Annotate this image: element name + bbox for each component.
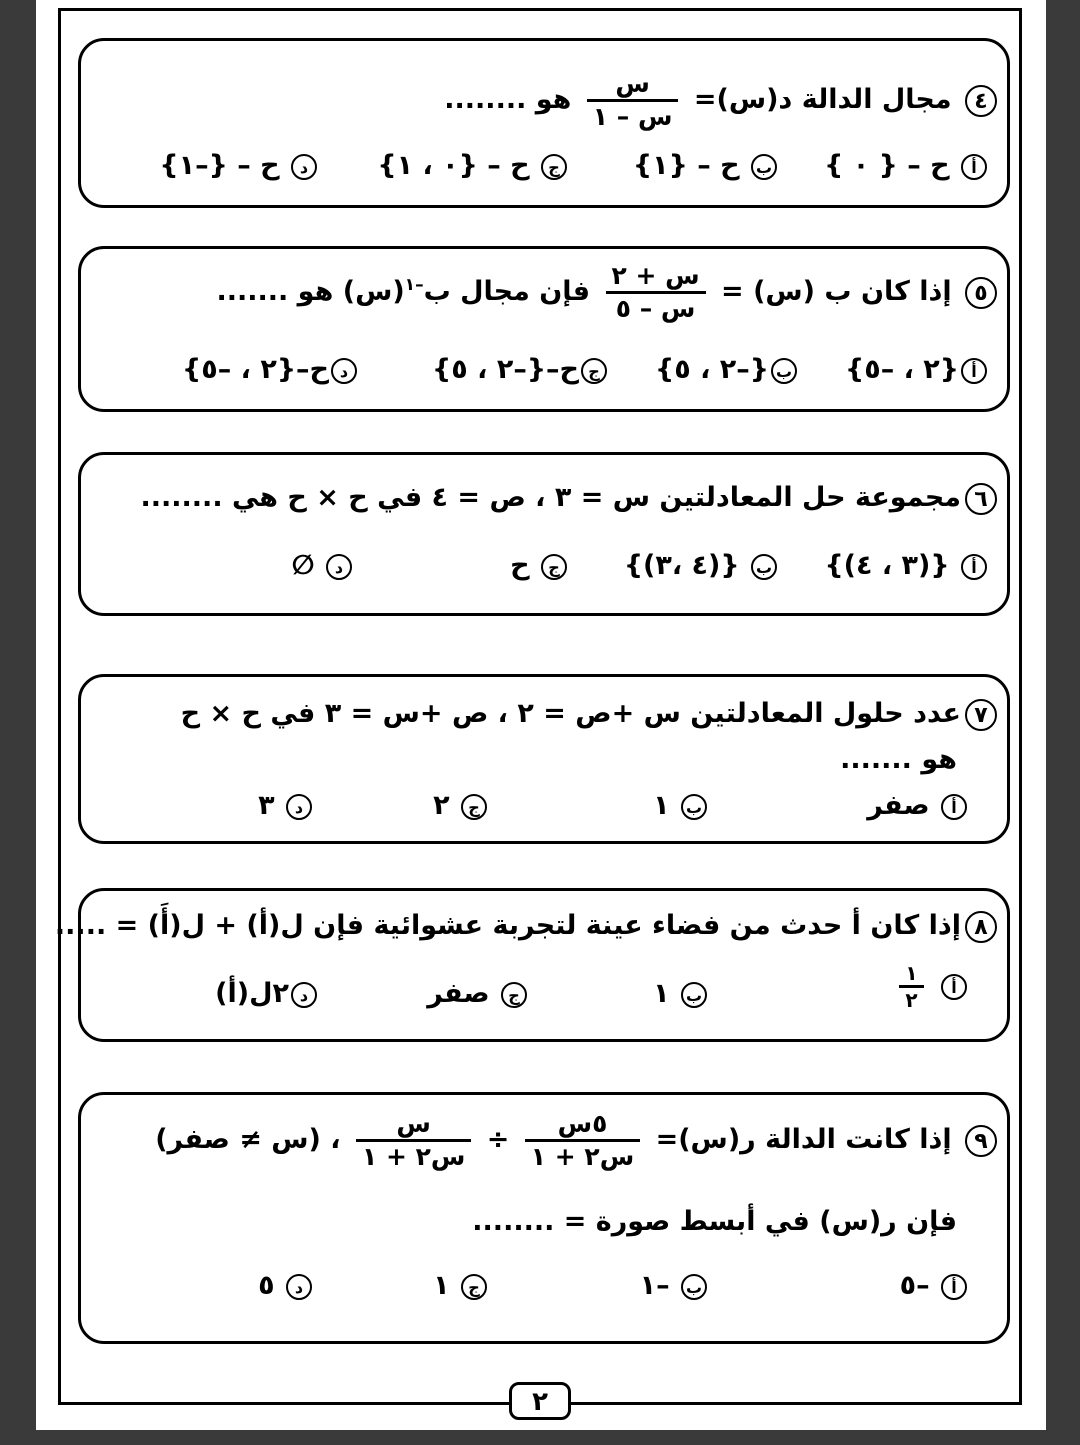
option-b[interactable]: ب ١ xyxy=(653,789,707,823)
option-d[interactable]: د ح – {–١} xyxy=(159,149,317,183)
question-5-stem: ٥ إذا كان ب (س) = $\frac{\text{س + ٢}}{\text{س – ٥}}$ فإن مجال ب$^{-١}$(س) هو ....... xyxy=(216,261,997,324)
question-9-stem-line2: فإن ر(س) في أبسط صورة = ........ xyxy=(472,1206,957,1237)
question-8-box xyxy=(54,888,1010,1042)
option-a[interactable]: أ{٢ ، –٥} xyxy=(845,353,987,387)
question-9-stem-line1: ٩ إذا كانت الدالة ر(س)= $\frac{\text{٥س}}{\text{س٢ + ١}}$ ÷ $\frac{\text{س}}{\text{س٢ + ١}}$ ، (س ≠ صفر) xyxy=(155,1109,997,1172)
option-c[interactable]: ج ٢ xyxy=(433,789,487,823)
option-a[interactable]: أ –٥ xyxy=(900,1269,967,1303)
option-b[interactable]: ب ١ xyxy=(653,977,707,1011)
option-a[interactable]: أ صفر xyxy=(867,789,967,823)
question-6-stem: ٦مجموعة حل المعادلتين س = ٣ ، ص = ٤ في ح × ح هي ........ xyxy=(141,481,997,515)
question-8-stem: ٨إذا كان أ حدث من فضاء عينة لتجربة عشوائية فإن ل(أ) + ل(أَ) = ..... xyxy=(55,909,997,943)
option-c[interactable]: ج ح – {٠ ، ١} xyxy=(377,149,567,183)
option-b[interactable]: ب {(٤ ،٣)} xyxy=(624,549,777,583)
page-number: ٢ xyxy=(509,1382,571,1420)
question-4-box xyxy=(78,38,1010,208)
option-b[interactable]: ب ح – {١} xyxy=(633,149,777,183)
question-5-box xyxy=(78,246,1010,412)
fraction-1: $\frac{\text{٥س}}{\text{س٢ + ١}}$ xyxy=(525,1109,640,1172)
option-a[interactable]: أ {(٣ ، ٤)} xyxy=(824,549,987,583)
function-fraction: $\frac{\text{س + ٢}}{\text{س – ٥}}$ xyxy=(606,261,706,324)
option-c[interactable]: ج ح xyxy=(510,549,567,583)
option-a[interactable]: أ ح – { ٠ } xyxy=(824,149,987,183)
question-number: ٥ xyxy=(965,277,997,309)
domain-fraction: $\frac{\text{س}}{\text{س – ١}}$ xyxy=(587,69,679,132)
question-number: ٨ xyxy=(965,911,997,943)
question-7-stem-line2: هو ....... xyxy=(840,744,957,775)
question-number: ٦ xyxy=(965,483,997,515)
option-b[interactable]: ب –١ xyxy=(640,1269,707,1303)
option-d[interactable]: د٢ل(أ) xyxy=(215,977,317,1011)
question-4-stem: ٤ مجال الدالة د(س)= $\frac{\text{س}}{\text{س – ١}}$ هو ........ xyxy=(444,69,997,132)
option-b[interactable]: ب{–٢ ، ٥} xyxy=(655,353,797,387)
question-number: ٩ xyxy=(965,1125,997,1157)
option-d[interactable]: د ٣ xyxy=(258,789,312,823)
question-number: ٤ xyxy=(965,85,997,117)
question-7-stem-line1: ٧عدد حلول المعادلتين س +ص = ٢ ، ص +س = ٣ في ح × ح xyxy=(181,697,997,731)
option-d[interactable]: د ∅ xyxy=(291,549,352,583)
question-7-box xyxy=(78,674,1010,844)
option-a[interactable]: أ $\frac{١}{٢}$ xyxy=(893,961,967,1012)
option-c[interactable]: جح–{–٢ ، ٥} xyxy=(432,353,607,387)
option-d[interactable]: دح–{٢ ، –٥} xyxy=(182,353,357,387)
option-d[interactable]: د ٥ xyxy=(258,1269,312,1303)
question-9-box xyxy=(78,1092,1010,1344)
question-6-box xyxy=(78,452,1010,616)
option-c[interactable]: ج صفر xyxy=(427,977,527,1011)
worksheet-page xyxy=(36,0,1046,1430)
fraction-2: $\frac{\text{س}}{\text{س٢ + ١}}$ xyxy=(356,1109,471,1172)
question-number: ٧ xyxy=(965,699,997,731)
option-c[interactable]: ج ١ xyxy=(433,1269,487,1303)
half-fraction: $\frac{١}{٢}$ xyxy=(899,961,923,1012)
